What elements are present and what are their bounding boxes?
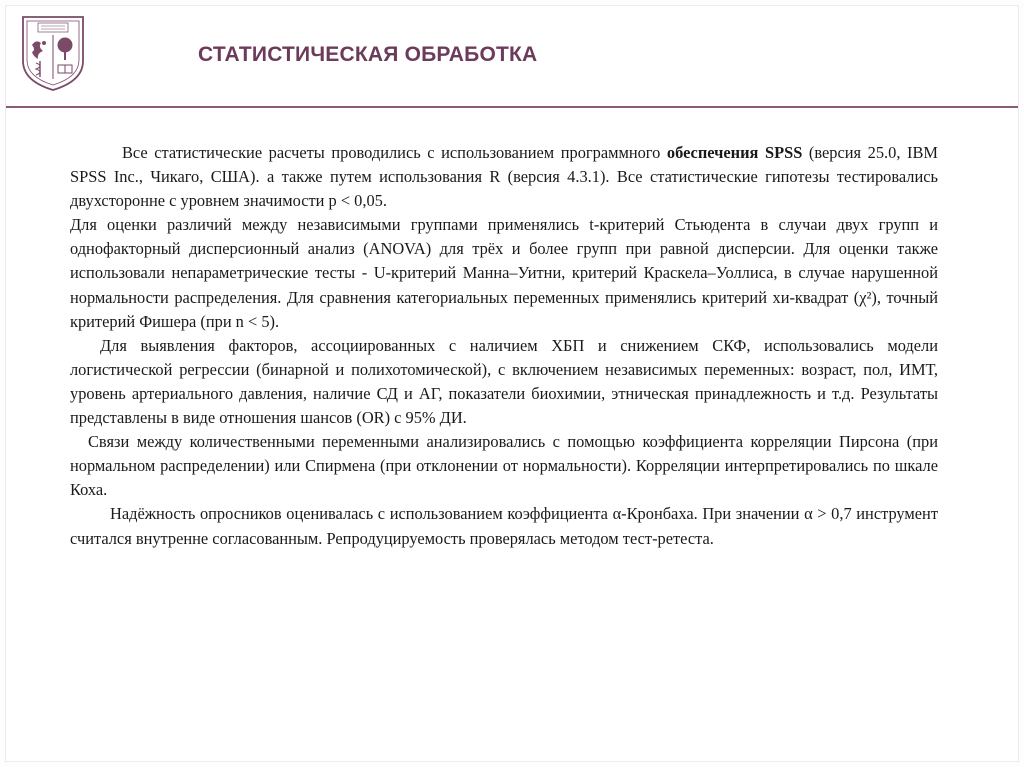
- paragraph-software-bold: обеспечения SPSS: [666, 143, 803, 162]
- paragraph-reliability: Надёжность опросников оценивалась с использованием коэффициента α-Кронбаха. При значении α > 0,7 инструмент считался внутренне согласованным. Репродуцируемость проверялась методом тест-ретеста.: [70, 504, 938, 548]
- paragraph-software-text-a: Все статистические расчеты проводились с использованием программного: [122, 143, 667, 162]
- paragraph-group-tests: Для оценки различий между независимыми группами применялись t-критерий Стьюдента в случаи двух групп и однофакторный дисперсионный анализ (ANOVA) для трёх и более групп при равной дисперсии. Для оценки также использовали непараметрические тесты - U-критерий Манна–Уитни, критерий Краскела–Уоллиса, в случае нарушенной нормальности распределения. Для сравнения категориальных переменных применялись критерий хи-квадрат (χ²), точный критерий Фишера (при n < 5).: [70, 215, 938, 331]
- body-text: [70, 141, 938, 551]
- university-crest-icon: [18, 13, 88, 93]
- paragraph-correlation: Связи между количественными переменными анализировались с помощью коэффициента корреляции Пирсона (при нормальном распределении) или Спирмена (при отклонении от нормальности). Корреляции интерпретировались по шкале Коха.: [70, 432, 938, 500]
- header-divider: [6, 106, 1018, 108]
- paragraph-software-text-b: (версия 25.0, IBM SPSS Inc., Чикаго, США). а также путем использования R (версия 4.3.1). Все статистические гипотезы тестировались двухсторонне с уровнем значимости p < 0,05.: [70, 143, 938, 211]
- paragraph-software: [70, 141, 938, 213]
- paragraph-regression: Для выявления факторов, ассоциированных с наличием ХБП и снижением СКФ, использовались модели логистической регрессии (бинарной и полихотомической), с включением независимых переменных: возраст, пол, ИМТ, уровень артериального давления, наличие СД и АГ, показатели биохимии, этническая принадлежность и т.д. Результаты представлены в виде отношения шансов (OR) с 95% ДИ.: [70, 335, 938, 428]
- slide: [5, 5, 1019, 762]
- page-title: СТАТИСТИЧЕСКАЯ ОБРАБОТКА: [198, 43, 538, 66]
